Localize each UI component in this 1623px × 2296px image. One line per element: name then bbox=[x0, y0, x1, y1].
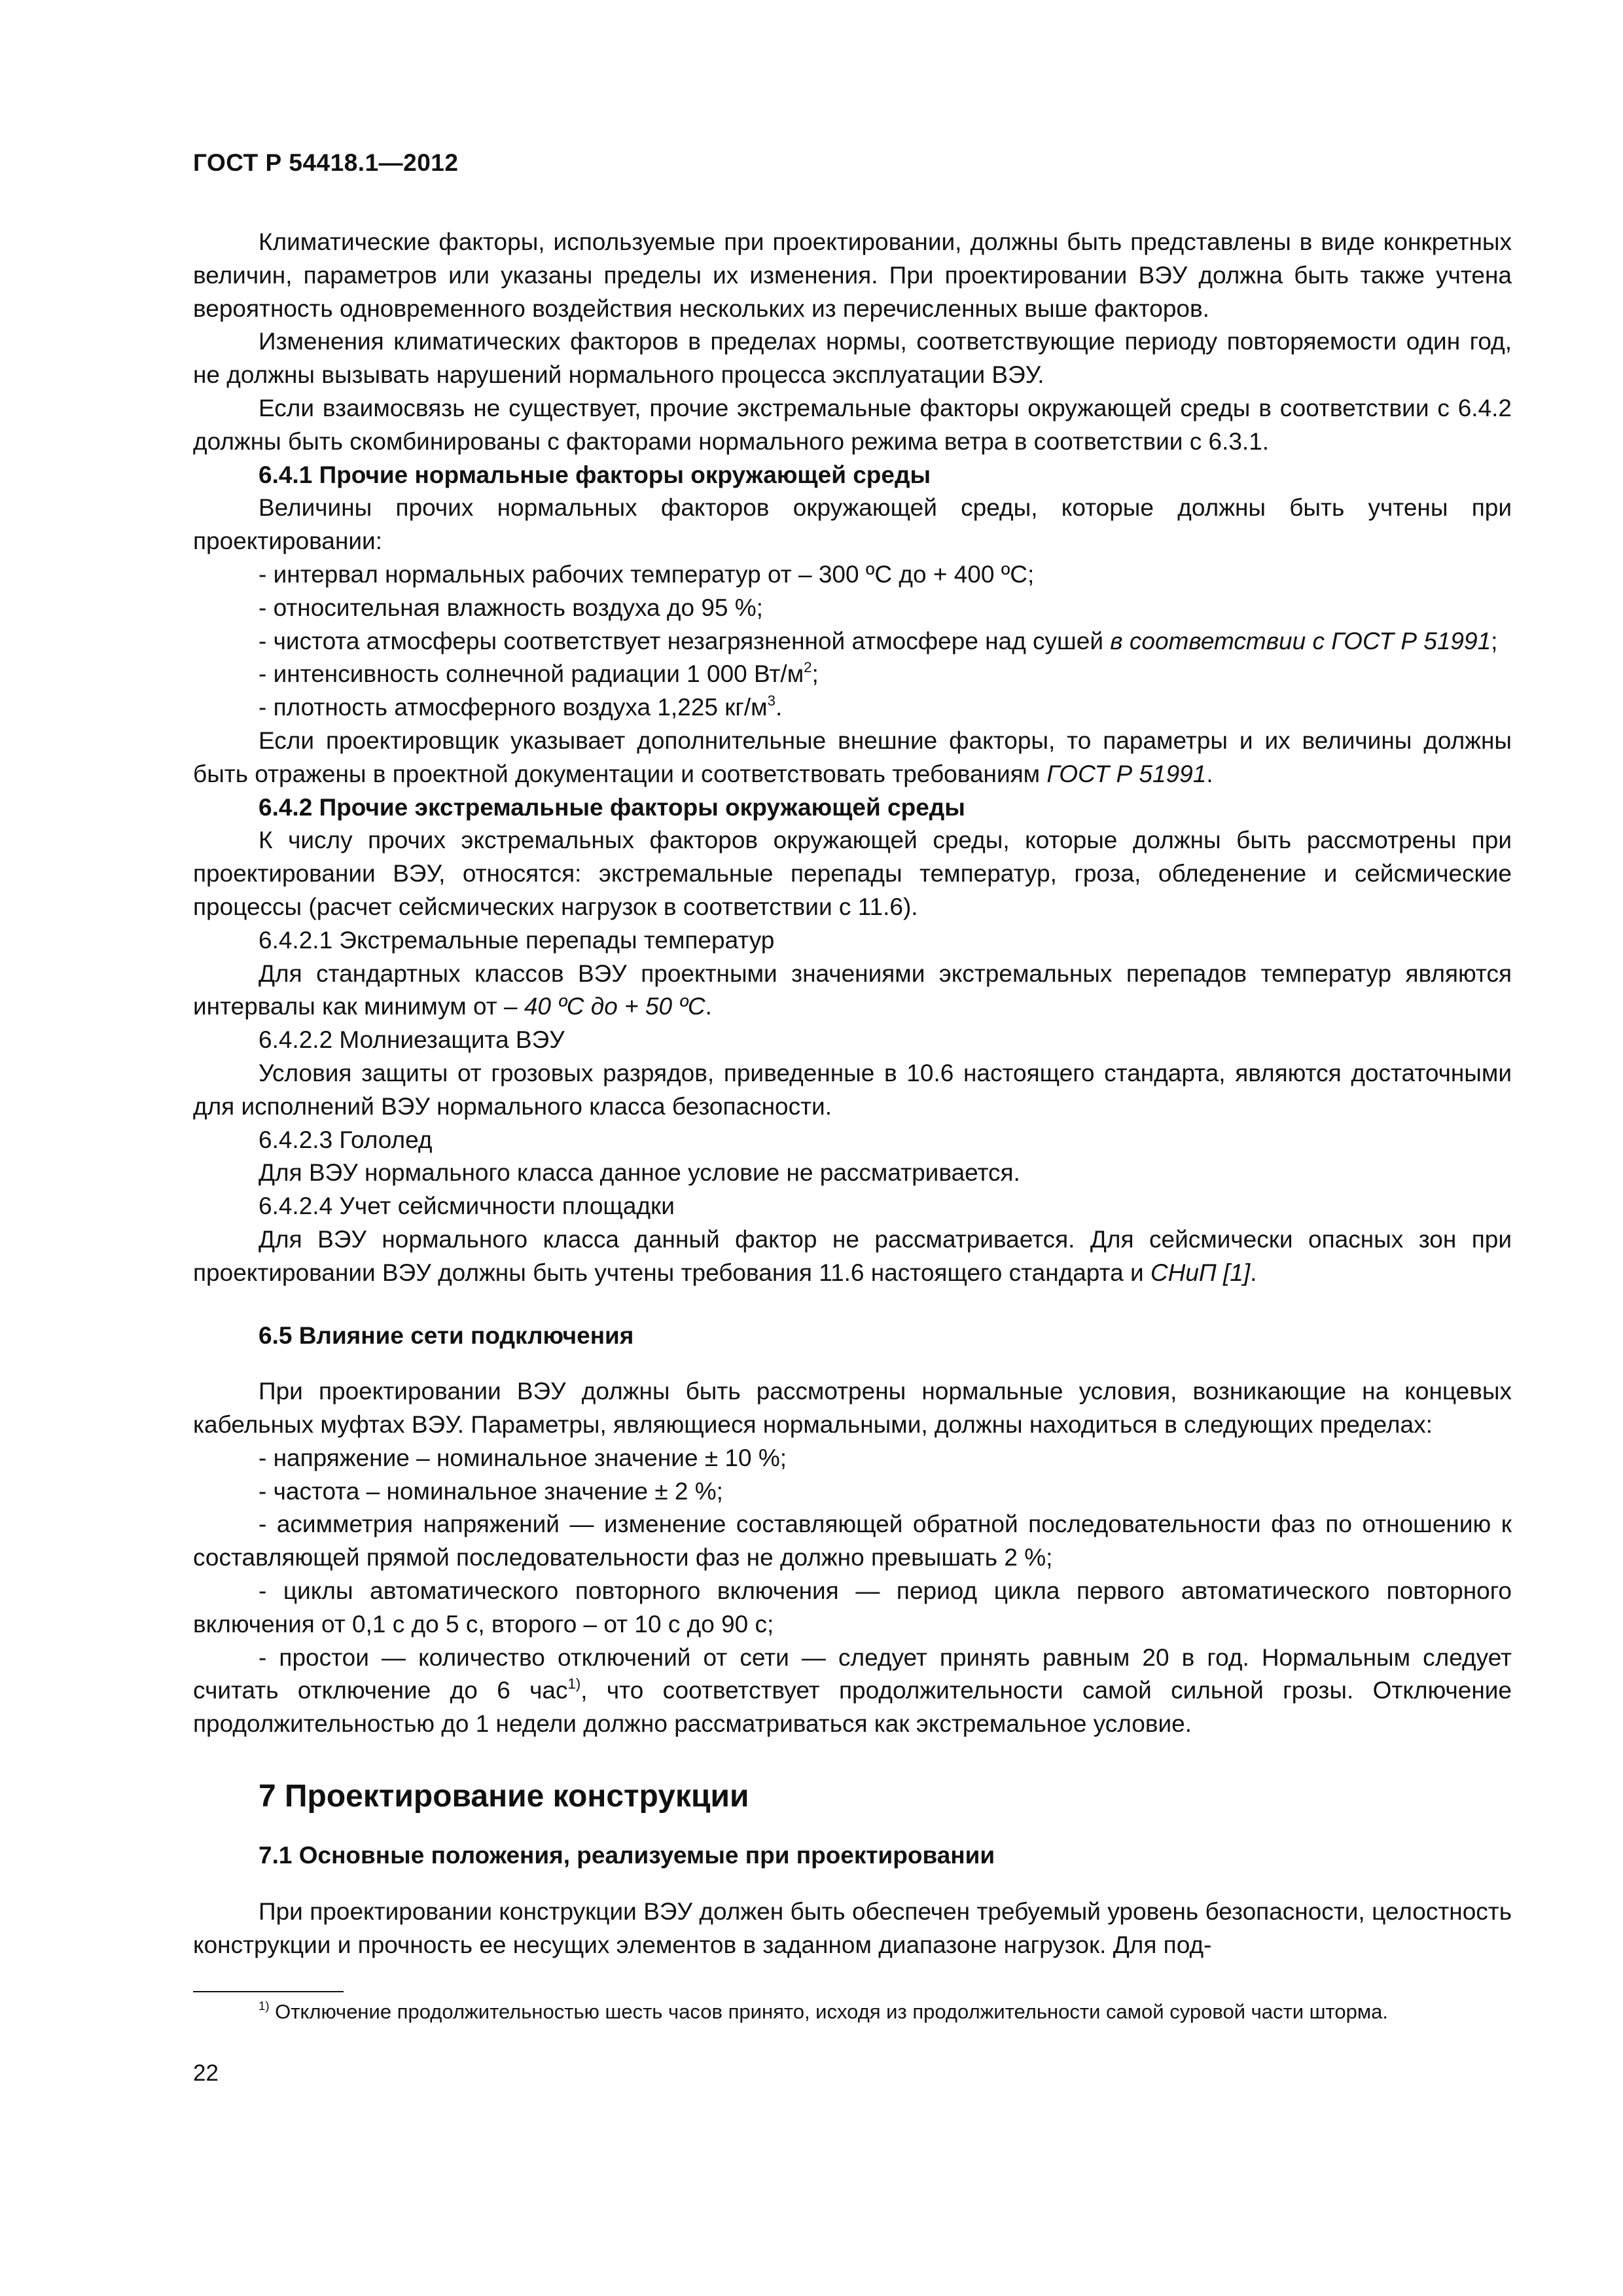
list-item-text: - чистота атмосферы соответствует незагрязненной атмосфере над сушей bbox=[259, 627, 1111, 655]
list-item: - интервал нормальных рабочих температур от – 300 ºС до + 400 ºС; bbox=[259, 560, 1035, 588]
reference-link: СНиП [1] bbox=[1150, 1259, 1251, 1286]
paragraph: Изменения климатических факторов в пределах нормы, соответствующие периоду повторяемости один год, не должны вызывать нарушений нормального процесса эксплуатации ВЭУ. bbox=[193, 328, 1512, 389]
subsection-title: 6.4.2.4 Учет сейсмичности площадки bbox=[259, 1193, 675, 1220]
reference-link: ГОСТ Р 51991 bbox=[1046, 760, 1207, 787]
list-item: - асимметрия напряжений — изменение составляющей обратной последовательности фаз по отношению к составляющей прямой последовательности фаз не должно превышать 2 %; bbox=[193, 1511, 1512, 1571]
paragraph-end: . bbox=[1206, 760, 1213, 787]
paragraph: Величины прочих нормальных факторов окружающей среды, которые должны быть учтены при проектировании: bbox=[193, 494, 1512, 555]
list-item-end: . bbox=[775, 694, 783, 721]
section-heading-7-1: 7.1 Основные положения, реализуемые при проектировании bbox=[259, 1842, 995, 1869]
paragraph-text: Для стандартных классов ВЭУ проектными значениями экстремальных перепадов температур являются интервалы как минимум от bbox=[193, 960, 1512, 1020]
list-item bbox=[193, 658, 1512, 691]
subsection-title: 6.4.2.2 Молниезащита ВЭУ bbox=[259, 1026, 565, 1054]
footnote-text bbox=[193, 1998, 1512, 2026]
paragraph: Для ВЭУ нормального класса данное условие не рассматривается. bbox=[259, 1159, 1020, 1187]
paragraph: Условия защиты от грозовых разрядов, приведенные в 10.6 настоящего стандарта, являются достаточными для исполнений ВЭУ нормального класса безопасности. bbox=[193, 1059, 1512, 1120]
footnote-mark: 1) bbox=[259, 1998, 270, 2013]
list-item: - напряжение – номинальное значение ± 10 %; bbox=[259, 1444, 787, 1471]
superscript: 2 bbox=[804, 659, 812, 676]
paragraph bbox=[193, 725, 1512, 791]
paragraph bbox=[193, 1223, 1512, 1290]
document-body bbox=[193, 226, 1512, 1962]
document-header: ГОСТ Р 54418.1—2012 bbox=[193, 149, 459, 176]
paragraph-end: . bbox=[705, 993, 712, 1020]
paragraph: Если взаимосвязь не существует, прочие экстремальные факторы окружающей среды в соответствии с 6.4.2 должны быть скомбинированы с факторами нормального режима ветра в соответствии с 6.3.1. bbox=[193, 394, 1512, 455]
list-item bbox=[193, 1641, 1512, 1741]
paragraph: При проектировании конструкции ВЭУ должен быть обеспечен требуемый уровень безопасности, целостность конструкции и прочность ее несущих элементов в заданном диапазоне нагрузок. Для под- bbox=[193, 1897, 1512, 1958]
paragraph: К числу прочих экстремальных факторов окружающей среды, которые должны быть рассмотрены при проектировании ВЭУ, относятся: экстремальные перепады температур, гроза, обледенение и сейсмические процессы (расчет сейсмических нагрузок в соответствии с 11.6). bbox=[193, 827, 1512, 920]
paragraph-end: . bbox=[1250, 1259, 1257, 1286]
paragraph bbox=[193, 958, 1512, 1024]
list-item-end: , что соответствует продолжительности самой сильной грозы. Отключение продолжительностью до 1 недели должно рассматриваться как экстремальное условие. bbox=[193, 1677, 1512, 1738]
list-item: - относительная влажность воздуха до 95 %; bbox=[259, 594, 763, 621]
footnote-separator bbox=[193, 1991, 344, 1992]
temperature-range: – 40 ºС до + 50 ºС bbox=[503, 993, 705, 1020]
subsection-title: 6.4.2.1 Экстремальные перепады температур bbox=[259, 926, 775, 954]
section-heading-6-4-1: 6.4.1 Прочие нормальные факторы окружающей среды bbox=[259, 461, 931, 488]
list-item-end: ; bbox=[812, 660, 819, 688]
list-item bbox=[193, 625, 1512, 658]
chapter-heading-7: 7 Проектирование конструкции bbox=[259, 1779, 749, 1814]
paragraph-text: Если проектировщик указывает дополнительные внешние факторы, то параметры и их величины должны быть отражены в проектной документации и соответствовать требованиям bbox=[193, 726, 1512, 787]
list-item-text: - плотность атмосферного воздуха 1,225 кг/м bbox=[259, 694, 768, 721]
reference-link: в соответствии с ГОСТ Р 51991 bbox=[1110, 627, 1491, 655]
page-number: 22 bbox=[193, 2060, 219, 2086]
paragraph: При проектировании ВЭУ должны быть рассмотрены нормальные условия, возникающие на концевых кабельных муфтах ВЭУ. Параметры, являющиеся нормальными, должны находиться в следующих пределах: bbox=[193, 1378, 1512, 1439]
footnote bbox=[193, 1998, 1512, 2026]
subsection-title: 6.4.2.3 Гололед bbox=[259, 1126, 433, 1153]
section-heading-6-5: 6.5 Влияние сети подключения bbox=[259, 1321, 634, 1349]
superscript: 3 bbox=[767, 692, 776, 709]
footnote-body: Отключение продолжительностью шесть часов принято, исходя из продолжительности самой суровой части шторма. bbox=[269, 2000, 1389, 2023]
paragraph-text: Для ВЭУ нормального класса данный фактор не рассматривается. Для сейсмически опасных зон при проектировании ВЭУ должны быть учтены требования 11.6 настоящего стандарта и bbox=[193, 1225, 1512, 1286]
list-item bbox=[193, 691, 1512, 725]
list-item-end: ; bbox=[1491, 627, 1498, 655]
list-item-text: - простои — количество отключений от сети — следует принять равным 20 в год. Нормальным следует считать отключение до 6 час bbox=[193, 1643, 1512, 1704]
section-heading-6-4-2: 6.4.2 Прочие экстремальные факторы окружающей среды bbox=[259, 793, 965, 821]
list-item: - частота – номинальное значение ± 2 %; bbox=[259, 1477, 723, 1505]
list-item-text: - интенсивность солнечной радиации 1 000 Вт/м bbox=[259, 660, 804, 688]
list-item: - циклы автоматического повторного включения — период цикла первого автоматического повторного включения от 0,1 с до 5 с, второго – от 10 с до 90 с; bbox=[193, 1577, 1512, 1638]
footnote-ref: 1) bbox=[567, 1676, 581, 1693]
paragraph: Климатические факторы, используемые при проектировании, должны быть представлены в виде конкретных величин, параметров или указаны пределы их изменения. При проектировании ВЭУ должна быть также учтена вероятность одновременного воздействия нескольких из перечисленных выше факторов. bbox=[193, 228, 1512, 322]
